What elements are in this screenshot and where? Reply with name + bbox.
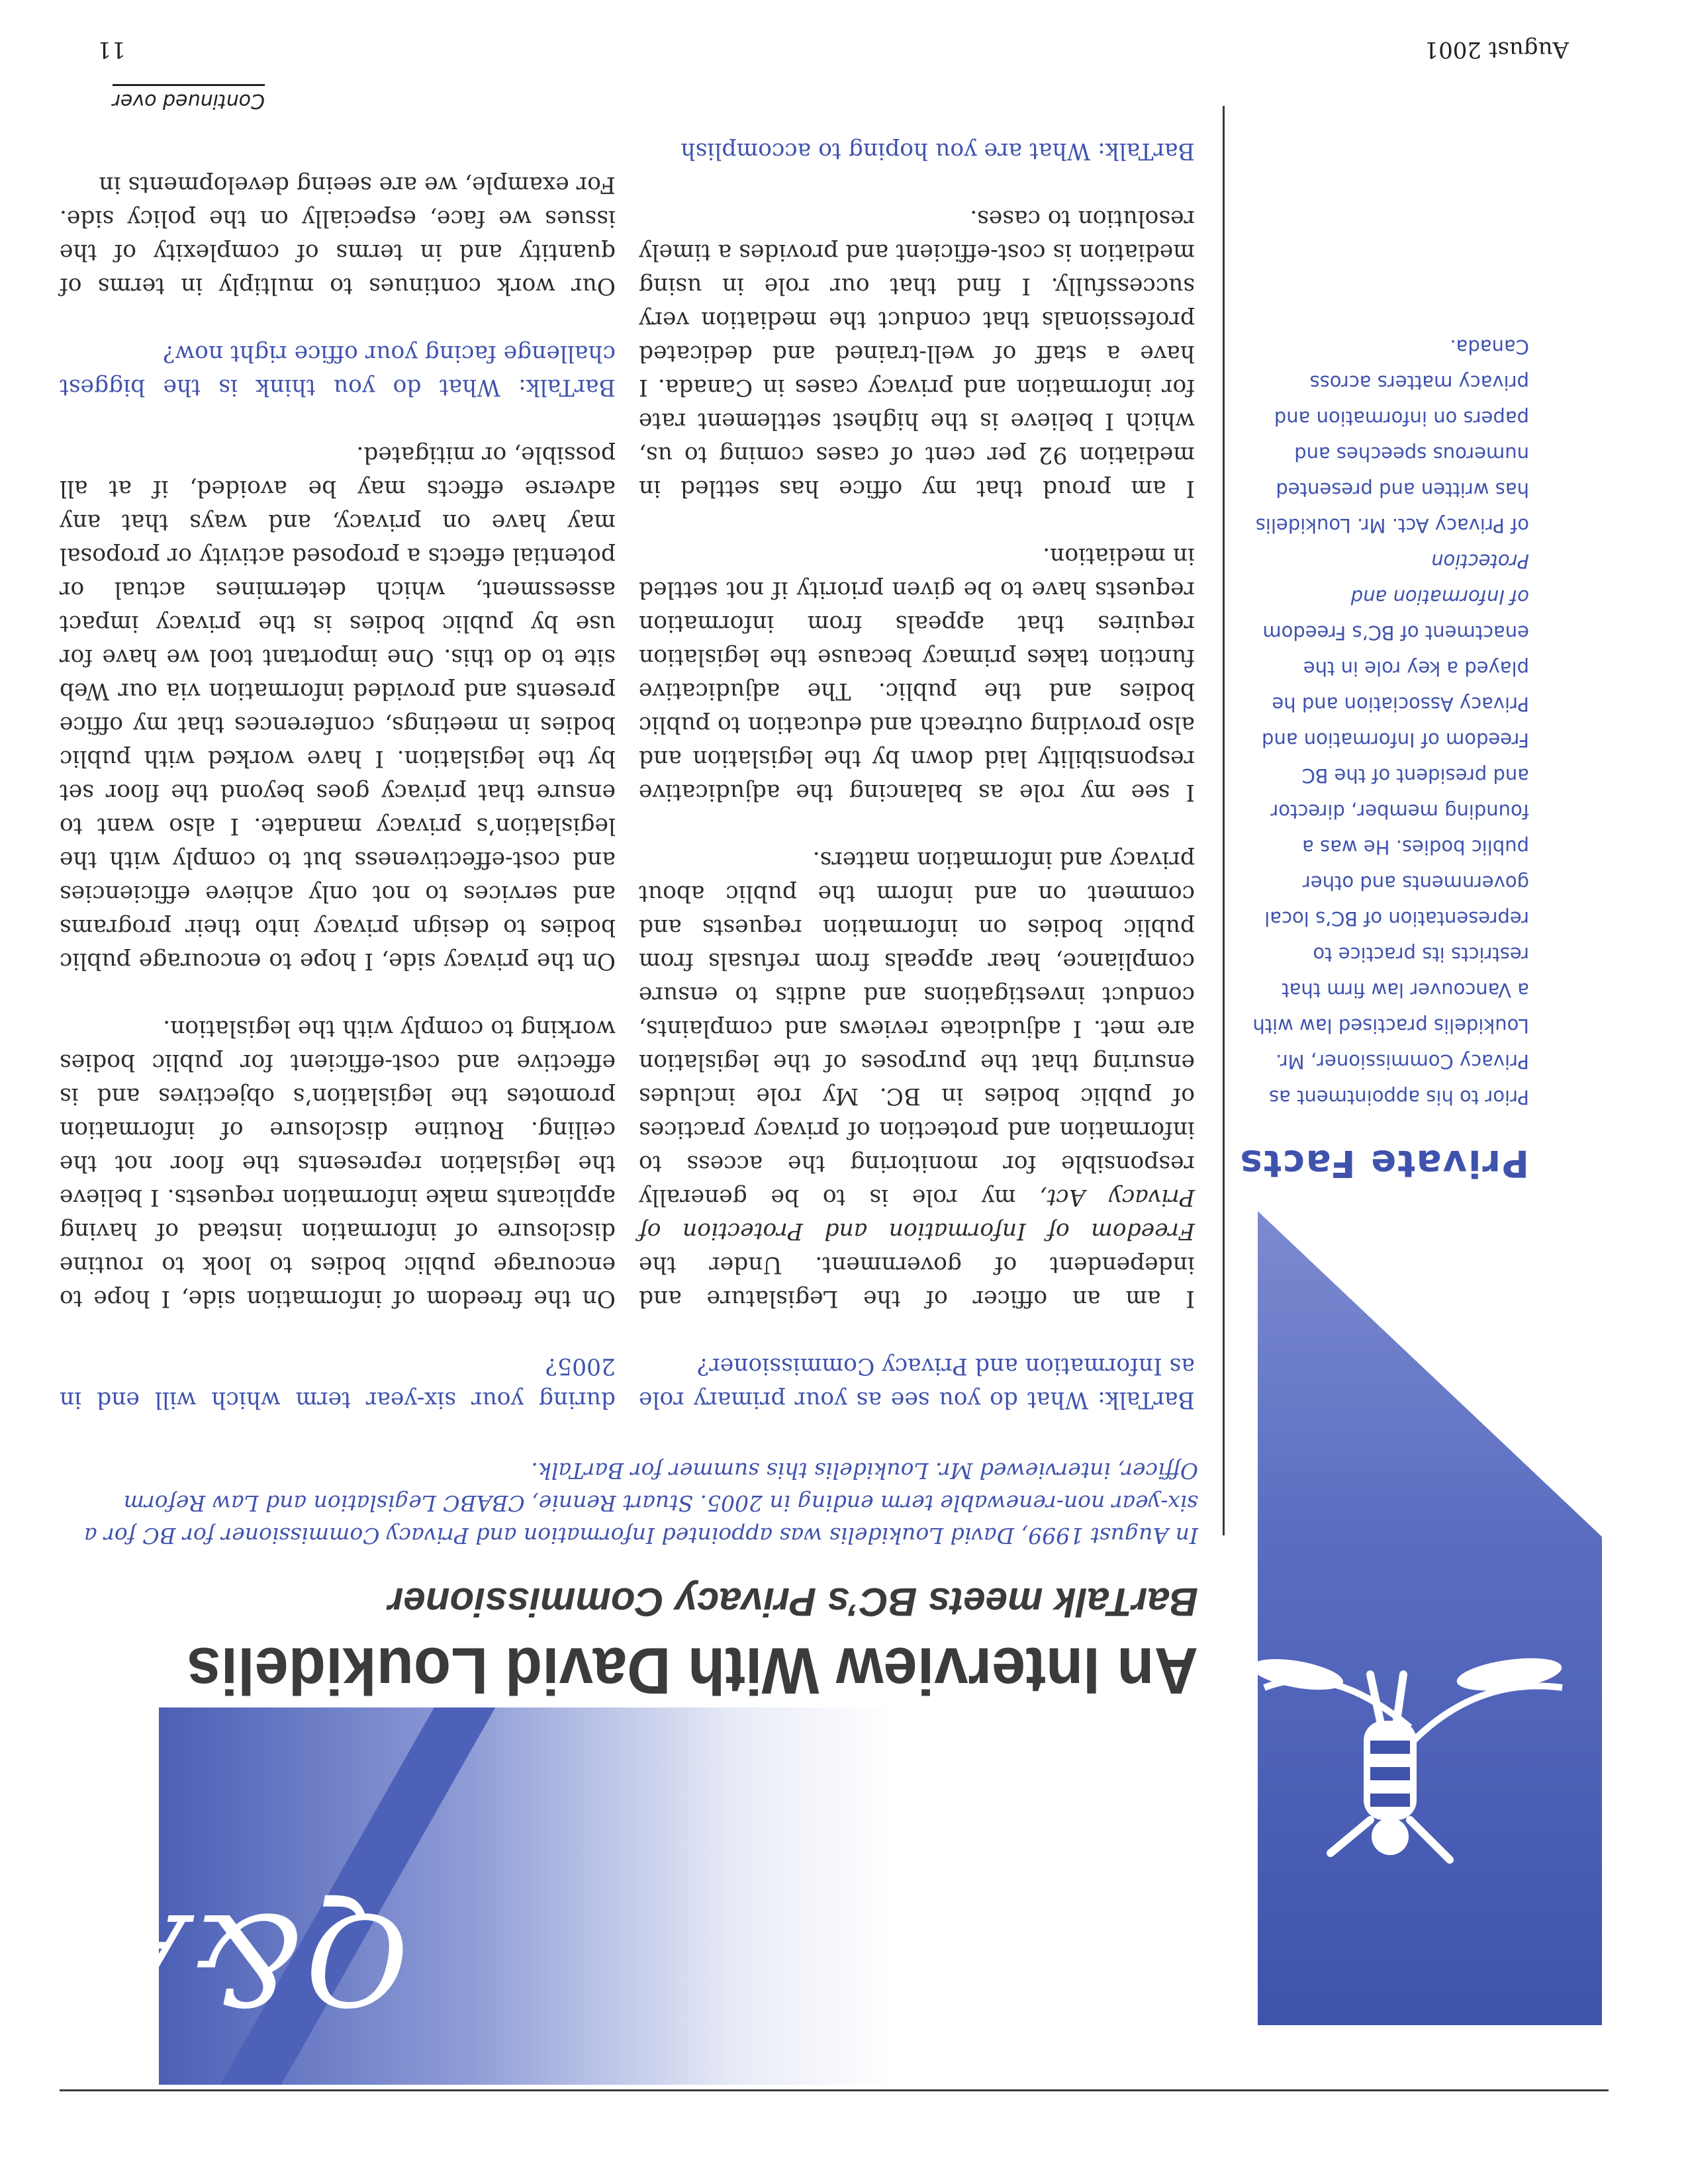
question: BarTalk: What do you see as your primary role as Information and Privacy Commissioner?	[639, 1353, 1195, 1413]
issue-date: August 2001	[1424, 36, 1569, 63]
sidebar-title: Private Facts	[1239, 1142, 1529, 1185]
answer-paragraph	[639, 842, 1195, 1315]
article-subtitle: BarTalk meets BC’s Privacy Commissioner	[388, 1580, 1198, 1624]
column-rule	[1223, 106, 1225, 1535]
sidebar-line: Canada.	[1450, 336, 1529, 358]
answer-paragraph: On the privacy side, I hope to encourage public bodies to design privacy into their programs and services to not only achieve efficiencies and cost-effectiveness but to comply with the legislation’s privacy mandate. I also want to ensure that privacy goes beyond the floor set by the legislation. I have worked with public bodies in meetings, conferences that my office presents and provided information via our Web site to do this. One important tool we have for use by public bodies is the privacy impact assessment, which determines actual or potential effects a proposed activity or proposal may have on privacy, and ways that any adverse effects may be avoided, if at all possible, or mitigated.	[60, 441, 616, 974]
sidebar-line: founding member, director	[1270, 800, 1529, 823]
sidebar-line: papers on information and	[1274, 407, 1529, 430]
sidebar-line: Loukidelis practised law with	[1252, 1015, 1529, 1037]
sidebar-line: privacy matters across	[1309, 371, 1529, 394]
page-number: 11	[97, 36, 126, 63]
paraglider-icon	[1238, 1648, 1609, 2019]
article-title: An Interview With David Loukidelis	[187, 1633, 1198, 1707]
answer-text: my role is to be generally responsible for monitoring the access to information and protection of privacy practices of public bodies in BC. My role includes ensuring that the purposes of the legislation are met. I adjudicate reviews and complaints, conduct investigations and audits to ensure compliance, hear appeals from refusals from public bodies on information requests and comment on and inform the public about privacy and information matters.	[639, 846, 1195, 1210]
sidebar-line: representation of BC’s local	[1264, 907, 1529, 930]
continued-over-note: Continued over	[113, 87, 265, 113]
article-column-right	[60, 167, 616, 1416]
sidebar-line: governments and other	[1302, 872, 1529, 894]
act-title: Freedom of Information and Protection of Privacy Act,	[639, 1184, 1195, 1244]
answer-paragraph: I see my role as balancing the adjudicative responsibility laid down by the legislation and also providing outreach and education to public bodies and the public. The adjudicative function takes primacy because the legislation requires that appeals from information requests have to be given priority if not settled in mediation.	[639, 543, 1195, 805]
sidebar-line: public bodies. He was a	[1302, 836, 1529, 858]
sidebar-line: of Information and Protection	[1350, 550, 1529, 608]
question: BarTalk: What are you hoping to accomplish	[680, 138, 1195, 164]
sidebar-line: of Privacy Act. Mr. Loukidelis	[1255, 514, 1529, 537]
top-rule	[60, 2089, 1609, 2091]
answer-paragraph: I am proud that my office has settled in mediation 92 per cent of cases coming to us, which I believe is the highest settlement rate for information and privacy cases in Canada. I have a staff of well-trained and dedicated professionals that conduct the mediation very successfully. I find that our role in using mediation is cost-efficient and provides a timely resolution to cases.	[639, 205, 1195, 502]
sidebar-line: played a key role in the	[1303, 657, 1529, 680]
sidebar-body	[1251, 329, 1529, 1115]
sidebar-line: Prior to his appointment as	[1268, 1086, 1529, 1109]
section-label: Q&A	[88, 1886, 410, 2032]
sidebar-line: has written and presented	[1276, 478, 1529, 501]
answer-paragraph: On the freedom of information side, I hope to encourage public bodies to look to routine disclosure of information instead of having applicants make information requests. I believe the legislation represents the floor not the ceiling. Routine disclosure of information promotes the legislation’s objectives and is effective and cost-efficient for public bodies working to comply with the legislation.	[60, 1015, 616, 1312]
question: BarTalk: What do you think is the biggest challenge facing your office right now?	[60, 340, 616, 400]
sidebar-line: restricts its practice to	[1313, 943, 1529, 966]
sidebar-line: Privacy Commissioner, Mr.	[1276, 1050, 1529, 1073]
answer-text: I am an officer of the Legislature and independent of government. Under the	[639, 1251, 1195, 1312]
sidebar-line: and president of the BC	[1301, 764, 1529, 787]
sidebar-line: a Vancouver law firm that	[1282, 979, 1529, 1001]
answer-paragraph: Our work continues to multiply in terms of quantity and in terms of complexity of the issues we face, especially on the policy side. For example, we are seeing developments in	[60, 171, 616, 299]
article-intro: In August 1999, David Loukidelis was appointed Information and Privacy Commissioner for BC for a six-year non-renewable term ending in 2005. Stuart Rennie, CBABC Legislation and Law Reform Officer, interviewed Mr. Loukidelis this summer for BarTalk.	[83, 1458, 1198, 1549]
sidebar-line: numerous speeches and	[1294, 443, 1529, 465]
sidebar-line: Privacy Association and he	[1272, 693, 1529, 715]
sidebar-line: enactment of BC’s Freedom	[1262, 621, 1529, 644]
sidebar-line: Freedom of Information and	[1262, 729, 1529, 751]
question: during your six-year term which will end in 2005?	[60, 1353, 616, 1413]
article-column-left	[639, 134, 1195, 1416]
